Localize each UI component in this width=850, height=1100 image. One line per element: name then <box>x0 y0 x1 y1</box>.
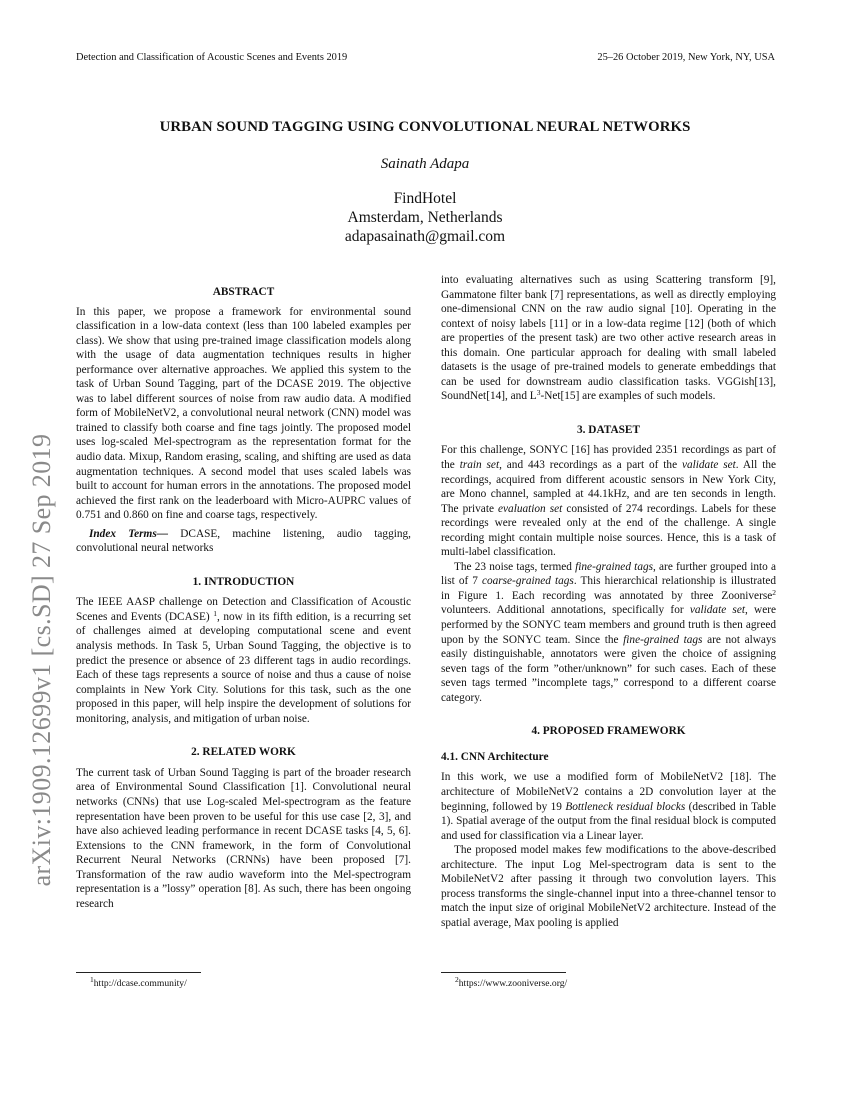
running-header-right: 25–26 October 2019, New York, NY, USA <box>597 52 775 63</box>
dataset-paragraph-1: For this challenge, SONYC [16] has provided 2351 recordings as part of the train set, and 443 recordings as a part of the validate set. All the recordings, acquired from different acoustic sensors in New York City, are Mono channel, sampled at 44.1kHz, and are ten seconds in length. The private evaluation set consisted of 274 recordings. Labels for these recordings were revealed only at the end of the challenge. A single recording might contain multiple noise sources. Hence, this is a task of multi-label classification. <box>441 444 776 559</box>
index-terms <box>76 527 411 556</box>
related-text: The current task of Urban Sound Tagging is part of the broader research area of Environmental Sound Classification [1]. Convolutional neural networks (CNNs) that use Log-scaled Mel-spectrogram as the feature representation have been proven to be useful for this use case [2, 3], and have also achieved leading performance in recent DCASE tasks [4, 5, 6]. Extensions to the CNN framework, in the form of Convolutional Recurrent Neural Networks (CRNNs) have been proposed [7]. Transformation of the raw audio waveform into the Mel-spectrogram representation is a ”lossy” operation [8]. As such, there has been ongoing research <box>76 766 411 910</box>
affiliation-location: Amsterdam, Netherlands <box>347 209 503 226</box>
intro-text: The IEEE AASP challenge on Detection and Classification of Acoustic Scenes and Events (DCASE) $^1$, now in its fifth edition, is a recurring set of challenges aimed at developing computational scene and event analysis methods. In Task 5, Urban Sound Tagging, the objective is to predict the presence or absence of 23 different tags in audio recordings. Each of these tags represents a source of noise and thus a cause of noise complaints in New York City. Solutions for this task, such as the one proposed in this paper, will help inspire the development of solutions for monitoring, analysis, and mitigation of urban noise. <box>76 596 411 725</box>
framework-paragraph-1: In this work, we use a modified form of MobileNetV2 [18]. The architecture of MobileNetV2 contains a 2D convolution layer at the beginning, followed by 19 Bottleneck residual blocks (described in Table 1). Spatial average of the output from the final residual block is computed and used for classification via a Linear layer. <box>441 771 776 842</box>
abstract-text: In this paper, we propose a framework for environmental sound classification in a low-data context (less than 100 labeled examples per class). We show that using pre-trained image classification models along with the usage of data augmentation techniques results in higher performance over alternative approaches. We applied this system to the task of Urban Sound Tagging, part of the DCASE 2019. The objective was to label different sources of noise from raw audio data. A modified form of MobileNetV2, a convolutional neural network (CNN) model was trained to classify both coarse and fine tags jointly. The proposed model uses log-scaled Mel-spectrogram as the representation format for the audio data. Mixup, Random erasing, scaling, and shifting are used as data augmentation techniques. A second model that uses scaled labels was built to account for human errors in the annotations. The proposed model achieved the first rank on the leaderboard with Micro-AUPRC values of 0.751 and 0.860 on fine and coarse tags, respectively. <box>76 305 411 522</box>
intro-heading: 1. INTRODUCTION <box>192 575 295 588</box>
arxiv-stamp: arXiv:1909.12699v1 [cs.SD] 27 Sep 2019 <box>27 433 56 887</box>
related-heading: 2. RELATED WORK <box>191 746 296 759</box>
dataset-heading: 3. DATASET <box>577 423 640 436</box>
right-column <box>441 273 776 930</box>
footnote-mark: 1 <box>213 608 217 618</box>
affiliation-org: FindHotel <box>393 190 457 207</box>
footnote-rule-left <box>76 972 201 973</box>
running-header-left: Detection and Classification of Acoustic Scenes and Events 2019 <box>76 52 348 63</box>
affiliation-email: adapasainath@gmail.com <box>344 228 506 245</box>
footnote-left: $^1$http://dcase.community/ <box>90 975 187 989</box>
related-text-continued: into evaluating alternatives such as using Scattering transform [9], Gammatone filter bank [7] representations, as well as directly employing one-dimensional CNN on the raw audio signal [10]. Operating in the context of noisy labels [11] or in a low-data regime [12] (both of which are properties of the present task) are two other active research areas in this domain. One particular approach for dealing with small labeled datasets is the usage of pre-trained models to generate embeddings that can be used for downstream audio classification tasks. VGGish[13], SoundNet[14], and $L^3-Net[15]$ are examples of such models. <box>441 274 776 403</box>
footnote-rule-right <box>441 972 566 973</box>
left-column <box>76 285 411 911</box>
author-name: Sainath Adapa <box>380 156 470 172</box>
framework-heading: 4. PROPOSED FRAMEWORK <box>531 725 686 738</box>
framework-paragraph-2: The proposed model makes few modifications to the above-described architecture. The input Log Mel-spectrogram data is sent to the MobileNetV2 after passing it through two convolution layers. This process transforms the single-channel input into a three-channel tensor to match the input size of original MobileNetV2 architecture. Instead of the spatial average, Max pooling is applied <box>441 844 776 929</box>
footnote-right: $^2$https://www.zooniverse.org/ <box>455 975 568 989</box>
cnn-architecture-subheading: 4.1. CNN Architecture <box>441 750 549 763</box>
index-terms-label: Index Terms— <box>89 527 169 540</box>
index-terms-text: DCASE, machine listening, audio tagging, convolutional neural networks <box>76 527 411 555</box>
paper-title: URBAN SOUND TAGGING USING CONVOLUTIONAL NEURAL NETWORKS <box>159 119 691 135</box>
dataset-paragraph-2: The 23 noise tags, termed fine-grained tags, are further grouped into a list of 7 coarse-grained tags. This hierarchical relationship is illustrated in Figure 1. Each recording was annotated by three Zooniverse$^2$ volunteers. Additional annotations, specifically for validate set, were performed by the SONYC team members and ground truth is then agreed upon by the SONYC team. Since the fine-grained tags are not always easily distinguishable, annotators were given the choice of assigning seven tags of the form ”other/unknown” for such cases. Each of these seven tags termed ”incomplete tags,” correspond to a different coarse category. <box>441 560 776 704</box>
affiliation <box>0 189 850 246</box>
abstract-heading: ABSTRACT <box>212 286 275 298</box>
